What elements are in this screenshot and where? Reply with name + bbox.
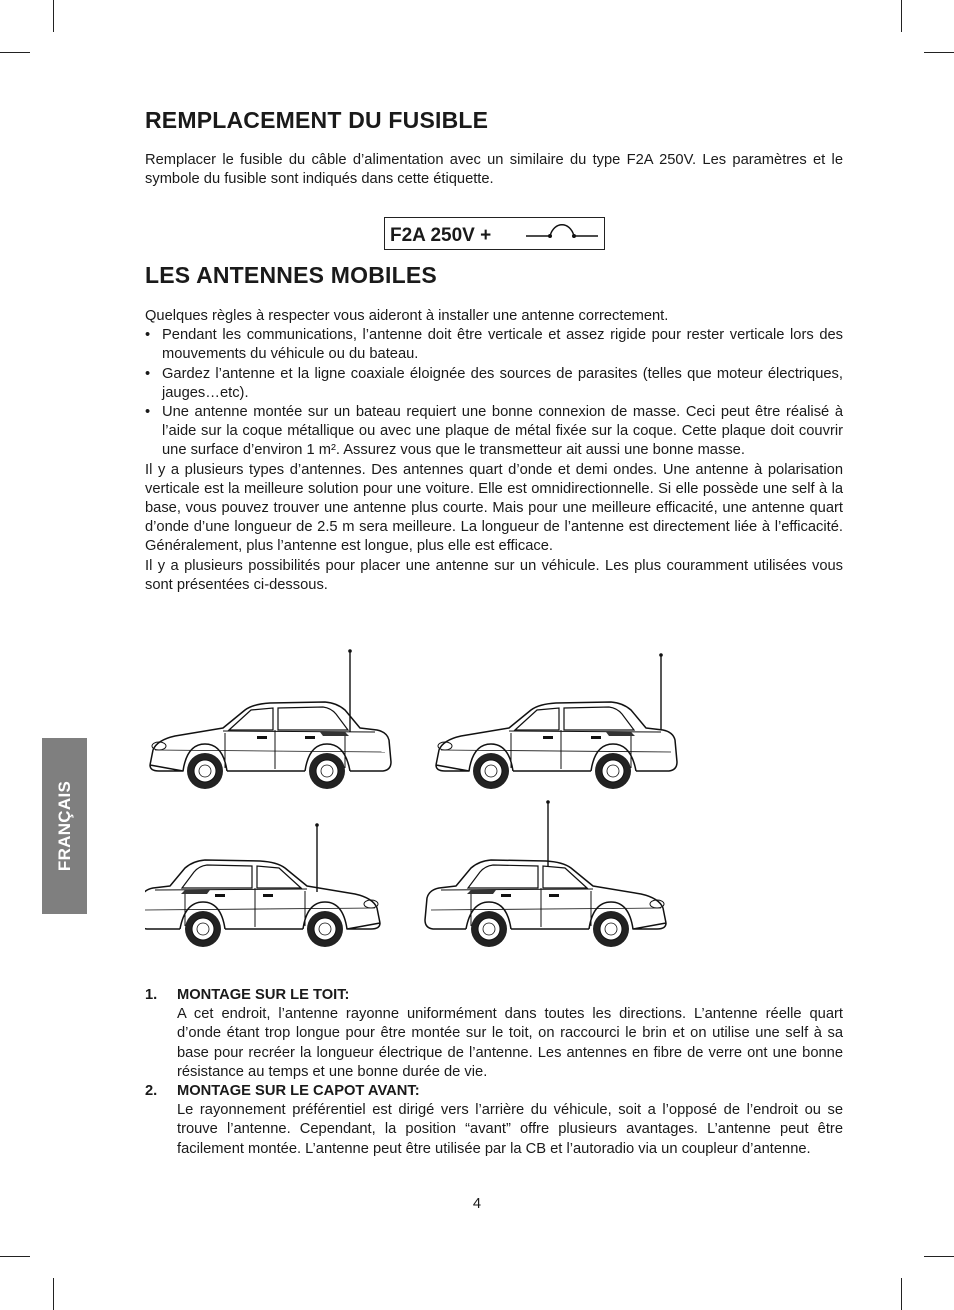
- page-number: 4: [472, 1196, 482, 1212]
- language-side-tab: [42, 738, 87, 914]
- list-item: [145, 986, 843, 1082]
- crop-mark: [0, 1256, 30, 1257]
- antenna-types-paragraph: Il y a plusieurs types d’antennes. Des antennes quart d’onde et demi ondes. Une antenne à polarisation verticale est la meilleure solution pour une voiture. Elle est omnidirectionnelle. Si elle possède une self à la base, vous pouvez trouver une antenne plus courte. Mais pour une meilleure efficacité, une antenne quart d’onde d’une longueur de 2.5 m sera meilleure. La longueur de l’antenne est directement liée à l’efficacité. Généralement, plus l’antenne est longue, plus elle est efficace.: [145, 461, 843, 555]
- fuse-rating-label: F2A 250V +: [390, 225, 492, 246]
- crop-mark: [924, 52, 954, 53]
- list-item: • Une antenne montée sur un bateau requiert une bonne connexion de masse. Ceci peut être réalisé à l’aide sur la coque métallique ou avec une plaque de métal fixée sur la coque. Cette plaque doit couvrir une surface d’environ 1 m². Assurez vous que le transmetteur ait aussi une bonne masse.: [145, 403, 843, 461]
- antenna-placement-paragraph: Il y a plusieurs possibilités pour placer une antenne sur un véhicule. Les plus couramment utilisées vous sont présentées ci-dessous.: [145, 557, 843, 593]
- fuse-section-body: Remplacer le fusible du câble d’alimentation avec un similaire du type F2A 250V. Les paramètres et le symbole du fusible sont indiqués dans cette étiquette.: [145, 152, 843, 188]
- crop-mark: [924, 1256, 954, 1257]
- mount-number: 2.: [145, 1083, 158, 1100]
- list-item: [145, 1082, 843, 1159]
- mount-number: 1.: [145, 987, 158, 1003]
- fuse-symbol-icon: [524, 223, 600, 245]
- crop-mark: [53, 1278, 54, 1310]
- antenna-section-body: [145, 307, 843, 595]
- mount-title: MONTAGE SUR LE TOIT:: [177, 987, 350, 1003]
- crop-mark: [901, 1278, 902, 1310]
- antenna-rules-list: [145, 326, 843, 460]
- crop-mark: [53, 0, 54, 32]
- mount-title: MONTAGE SUR LE CAPOT AVANT:: [177, 1083, 420, 1100]
- fuse-section-title: REMPLACEMENT DU FUSIBLE: [145, 107, 489, 133]
- language-label: FRANÇAIS: [54, 780, 74, 872]
- antenna-intro: Quelques règles à respecter vous aideront à installer une antenne correctement.: [145, 308, 669, 324]
- car-illustration-front-antenna: [145, 823, 380, 947]
- antenna-section-title: LES ANTENNES MOBILES: [145, 262, 437, 288]
- fuse-label-box: [384, 217, 605, 250]
- list-item: • Gardez l’antenne et la ligne coaxiale éloignée des sources de parasites (telles que moteur électriques, jauges…etc).: [145, 365, 843, 403]
- mount-text: Le rayonnement préférentiel est dirigé vers l’arrière du véhicule, soit a l’opposé de l’endroit ou se trouve l’antenne. Cependant, la position “avant” offre plusieurs avantages. L’antenne peut être facilement montée. L’antenne peut être utilisée par la CB et l’autoradio via un coupleur d’antenne.: [177, 1102, 843, 1157]
- crop-mark: [901, 0, 902, 32]
- car-illustration-roof-antenna: [425, 800, 666, 947]
- crop-mark: [0, 52, 30, 53]
- list-item: • Pendant les communications, l’antenne doit être verticale et assez rigide pour rester verticale lors des mouvements du véhicule ou du bateau.: [145, 326, 843, 364]
- mounting-types-list: [145, 986, 843, 1159]
- mount-text: A cet endroit, l’antenne rayonne uniformément dans toutes les directions. L’antenne réelle quart d’onde étant trop longue pour être montée sur le toit, on raccourci le brin et on utilise une self à sa base pour recréer la longueur électrique de l’antenne. Les antennes en fibre de verre ont une bonne résistance au temps et une bonne durée de vie.: [177, 1006, 843, 1080]
- car-illustration-rear-antenna: [150, 649, 391, 789]
- car-illustration-rear-corner-antenna: [436, 653, 677, 789]
